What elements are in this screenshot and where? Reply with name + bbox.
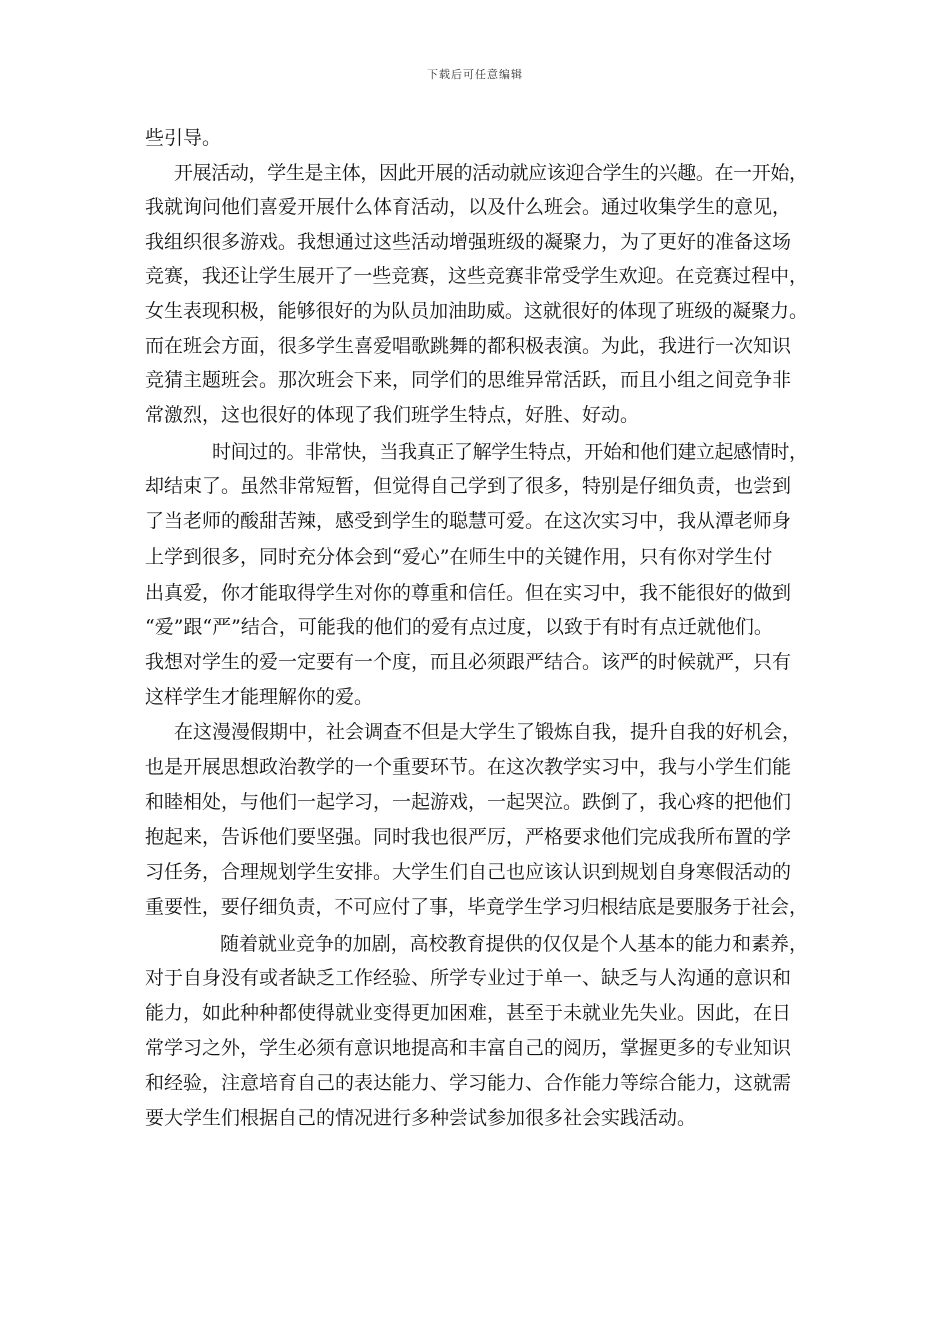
text-line: 上学到很多，同时充分体会到“爱心”在师生中的关键作用，只有你对学生付 xyxy=(145,546,773,568)
text-line: 竞猜主题班会。那次班会下来，同学们的思维异常活跃，而且小组之间竞争非 xyxy=(145,369,792,391)
text-line: “爱”跟“严”结合，可能我的他们的爱有点过度，以致于有时有点迁就他们。 xyxy=(145,616,773,638)
text-line: 常学习之外，学生必须有意识地提高和丰富自己的阅历，掌握更多的专业知识 xyxy=(145,1037,792,1059)
text-line: 时间过的。非常快，当我真正了解学生特点，开始和他们建立起感情时， xyxy=(212,441,808,463)
text-line: 随着就业竞争的加剧，高校教育提供的仅仅是个人基本的能力和素养， xyxy=(220,933,808,955)
text-line: 我想对学生的爱一定要有一个度，而且必须跟严结合。该严的时候就严，只有 xyxy=(145,651,792,673)
text-line: 我组织很多游戏。我想通过这些活动增强班级的凝聚力，为了更好的准备这场 xyxy=(145,231,792,253)
text-line: 常激烈，这也很好的体现了我们班学生特点，好胜、好动。 xyxy=(145,404,640,426)
text-line: 开展活动，学生是主体，因此开展的活动就应该迎合学生的兴趣。在一开始， xyxy=(174,162,808,184)
text-line: 些引导。 xyxy=(145,127,222,149)
text-line: 抱起来，告诉他们要坚强。同时我也很严厉，严格要求他们完成我所布置的学 xyxy=(145,826,792,848)
text-line: 和睦相处，与他们一起学习，一起游戏，一起哭泣。跌倒了，我心疼的把他们 xyxy=(145,791,792,813)
text-line: 女生表现积极，能够很好的为队员加油助威。这就很好的体现了班级的凝聚力。 xyxy=(145,300,808,322)
text-line: 能力，如此种种都使得就业变得更加困难，甚至于未就业先失业。因此，在日 xyxy=(145,1002,792,1024)
text-line: 而在班会方面，很多学生喜爱唱歌跳舞的都积极表演。为此，我进行一次知识 xyxy=(145,335,792,357)
text-line: 在这漫漫假期中，社会调查不但是大学生了锻炼自我，提升自我的好机会， xyxy=(174,721,802,743)
page-header: 下载后可任意编辑 xyxy=(427,68,523,81)
text-line: 习任务，合理规划学生安排。大学生们自己也应该认识到规划自身寒假活动的 xyxy=(145,861,792,883)
text-line: 却结束了。虽然非常短暂，但觉得自己学到了很多，特别是仔细负责，也尝到 xyxy=(145,475,792,497)
text-line: 竞赛，我还让学生展开了一些竞赛，这些竞赛非常受学生欢迎。在竞赛过程中， xyxy=(145,265,808,287)
text-line: 对于自身没有或者缺乏工作经验、所学专业过于单一、缺乏与人沟通的意识和 xyxy=(145,967,792,989)
text-line: 也是开展思想政治教学的一个重要环节。在这次教学实习中，我与小学生们能 xyxy=(145,756,792,778)
text-line: 出真爱，你才能取得学生对你的尊重和信任。但在实习中，我不能很好的做到 xyxy=(145,582,792,604)
text-line: 要大学生们根据自己的情况进行多种尝试参加很多社会实践活动。 xyxy=(145,1107,697,1129)
text-line: 我就询问他们喜爱开展什么体育活动，以及什么班会。通过收集学生的意见， xyxy=(145,196,792,218)
text-line: 和经验，注意培育自己的表达能力、学习能力、合作能力等综合能力，这就需 xyxy=(145,1072,792,1094)
text-line: 了当老师的酸甜苦辣，感受到学生的聪慧可爱。在这次实习中，我从潭老师身 xyxy=(145,510,792,532)
text-line: 这样学生才能理解你的爱。 xyxy=(145,686,374,708)
text-line: 重要性，要仔细负责，不可应付了事，毕竟学生学习归根结底是要服务于社会， xyxy=(145,896,808,918)
